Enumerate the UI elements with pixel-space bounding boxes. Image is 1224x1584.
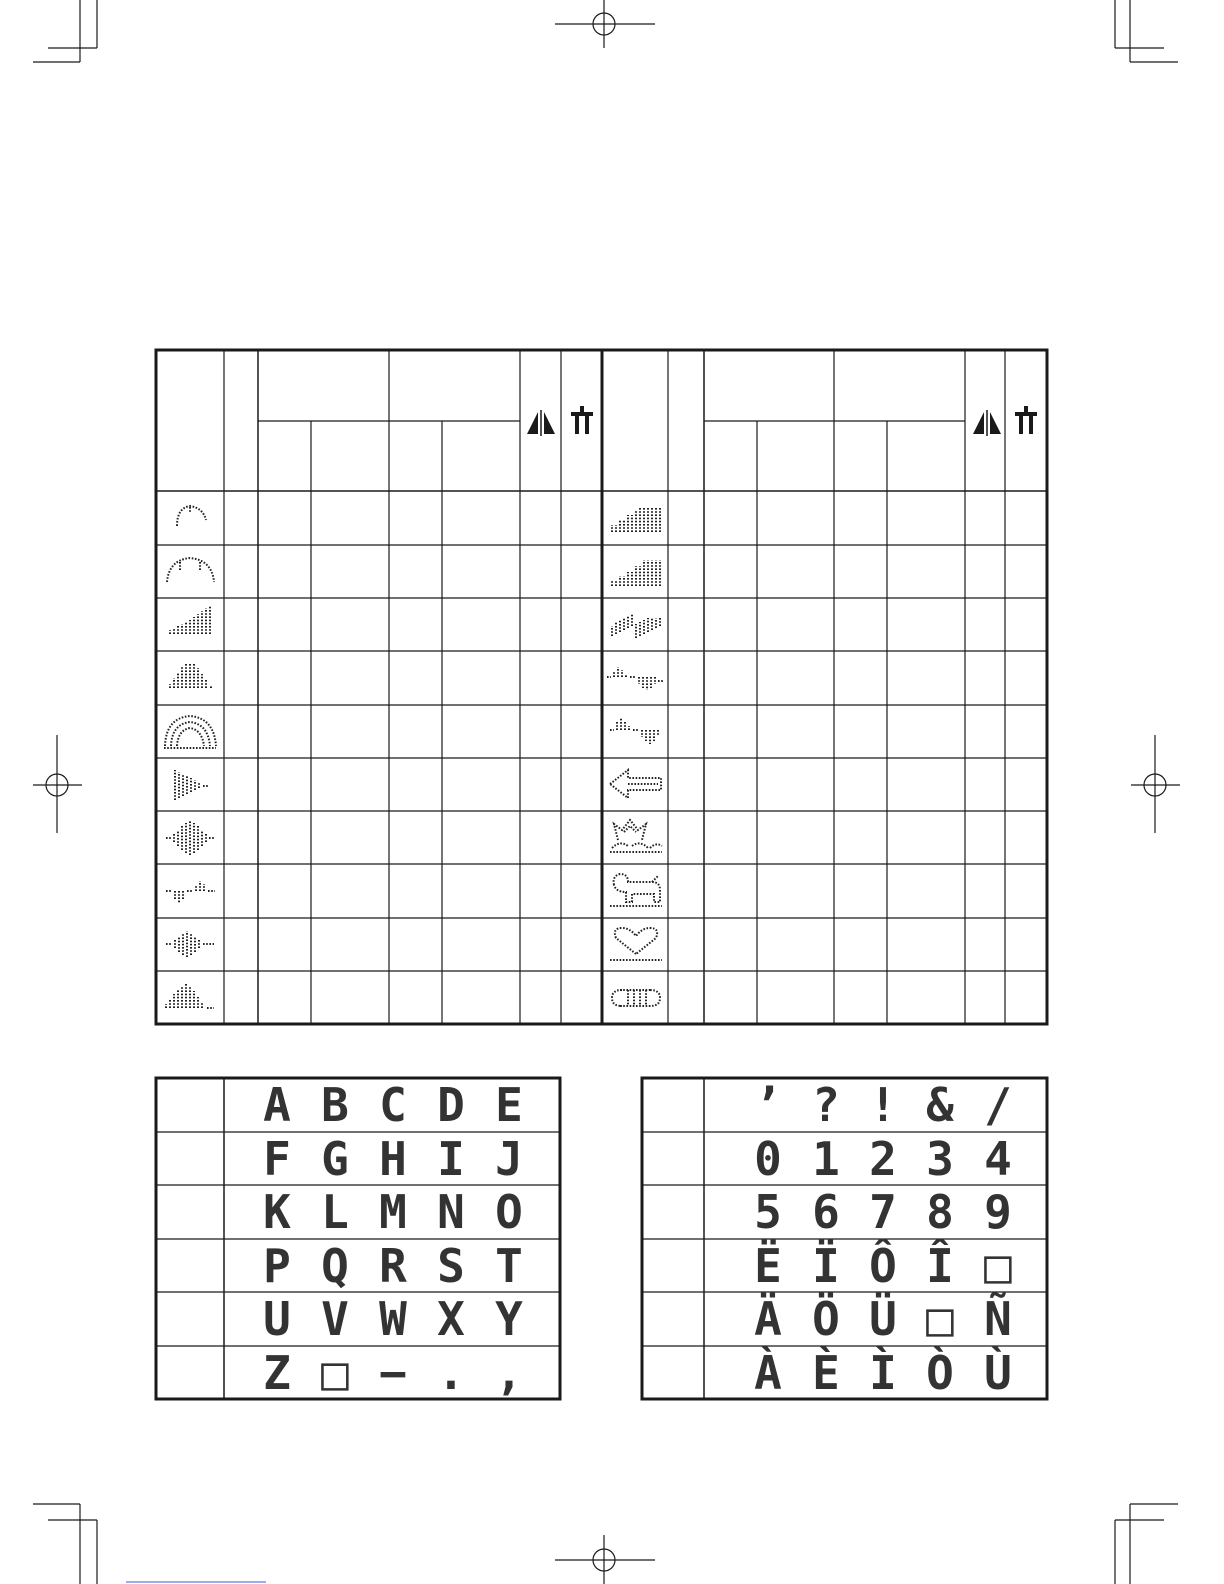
symbol-cell: Ï xyxy=(812,1239,840,1293)
symbol-cell: À xyxy=(754,1346,782,1400)
symbol-cell: / xyxy=(984,1078,1012,1132)
letter-cell: U xyxy=(263,1292,291,1346)
symbol-cell: 9 xyxy=(984,1185,1012,1239)
letter-cell: K xyxy=(263,1185,291,1239)
symbol-cell: Ö xyxy=(812,1292,840,1346)
letter-cell: V xyxy=(321,1292,349,1346)
letter-cell: E xyxy=(495,1078,523,1132)
symbol-cell: ? xyxy=(812,1078,840,1132)
symbol-cell: È xyxy=(812,1346,840,1400)
letter-cell: H xyxy=(379,1132,407,1186)
letter-cell: J xyxy=(495,1132,523,1186)
letter-cell: Q xyxy=(321,1239,349,1293)
letter-cell: O xyxy=(495,1185,523,1239)
symbol-cell: Ü xyxy=(869,1292,897,1346)
symbol-cell: 0 xyxy=(754,1132,782,1186)
letter-cell: L xyxy=(321,1185,349,1239)
symbol-cell: Ñ xyxy=(984,1292,1012,1346)
symbol-cell: □ xyxy=(984,1239,1012,1293)
symbol-cell: Ä xyxy=(754,1292,782,1346)
letter-cell: Y xyxy=(495,1292,523,1346)
symbol-cell: 4 xyxy=(984,1132,1012,1186)
letter-cell: M xyxy=(379,1185,407,1239)
symbol-cell: □ xyxy=(926,1292,954,1346)
symbol-cell: 8 xyxy=(926,1185,954,1239)
symbol-cell: 5 xyxy=(754,1185,782,1239)
symbol-cell: & xyxy=(926,1078,954,1132)
letter-cell: W xyxy=(379,1292,407,1346)
symbol-cell: 7 xyxy=(869,1185,897,1239)
letter-cell: N xyxy=(437,1185,465,1239)
symbol-cell: ’ xyxy=(754,1078,782,1132)
letter-cell: R xyxy=(379,1239,407,1293)
letter-cell: D xyxy=(437,1078,465,1132)
letter-cell: , xyxy=(495,1346,523,1400)
symbol-cell: 1 xyxy=(812,1132,840,1186)
symbol-cell: 3 xyxy=(926,1132,954,1186)
letter-cell: − xyxy=(379,1346,407,1400)
letter-cell: □ xyxy=(321,1346,349,1400)
letter-cell: Z xyxy=(263,1346,291,1400)
letter-cell: P xyxy=(263,1239,291,1293)
symbol-cell: Ò xyxy=(926,1346,954,1400)
letter-cell: S xyxy=(437,1239,465,1293)
letter-cell: B xyxy=(321,1078,349,1132)
symbol-cell: Ô xyxy=(869,1239,897,1293)
symbol-cell: 6 xyxy=(812,1185,840,1239)
symbol-cell: ! xyxy=(869,1078,897,1132)
letter-cell: . xyxy=(437,1346,465,1400)
symbol-cell: Ì xyxy=(869,1346,897,1400)
symbol-cell: Ë xyxy=(754,1239,782,1293)
letter-cell: G xyxy=(321,1132,349,1186)
letter-cell: C xyxy=(379,1078,407,1132)
letter-cell: F xyxy=(263,1132,291,1186)
symbol-cell: Î xyxy=(926,1239,954,1293)
symbol-cell: Ù xyxy=(984,1346,1012,1400)
letter-cell: X xyxy=(437,1292,465,1346)
letter-cell: I xyxy=(437,1132,465,1186)
symbol-cell: 2 xyxy=(869,1132,897,1186)
letter-cell: A xyxy=(263,1078,291,1132)
letter-cell: T xyxy=(495,1239,523,1293)
